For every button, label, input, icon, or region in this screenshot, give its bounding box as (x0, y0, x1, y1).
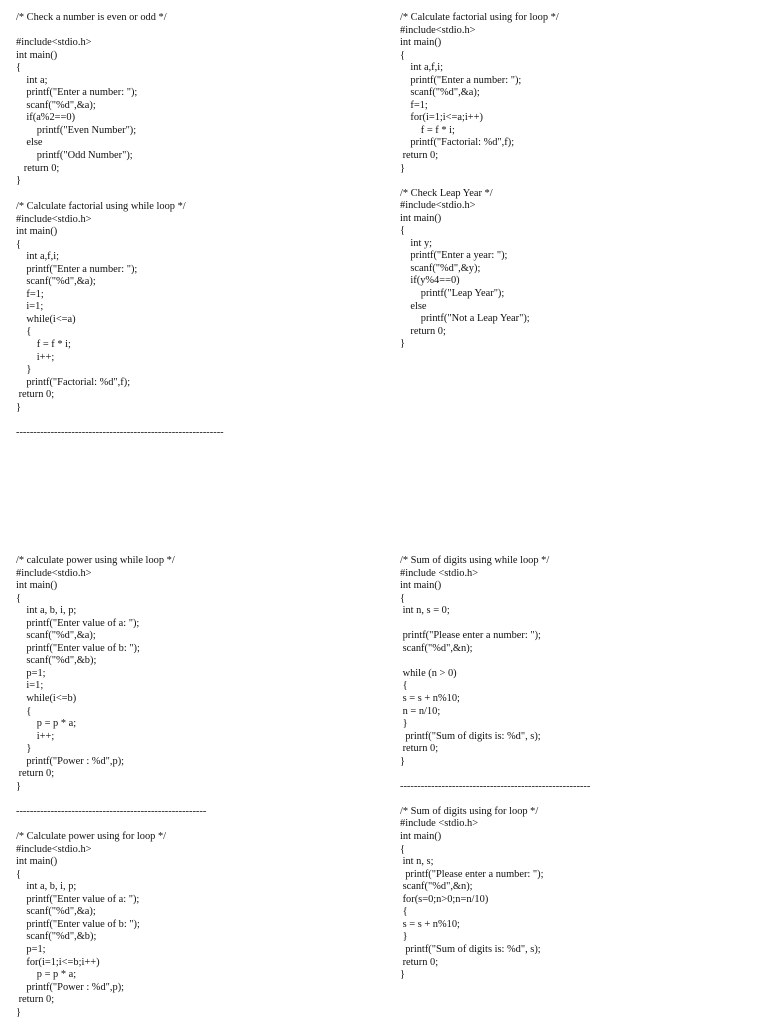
code-line: int a,f,i; (16, 251, 59, 263)
code-line: printf("Sum of digits is: %d", s); (400, 730, 541, 742)
code-line: { (400, 225, 405, 237)
code-line: int main() (400, 831, 442, 843)
code-line: int main() (400, 580, 442, 592)
code-line: int a,f,i; (400, 62, 443, 74)
code-line: for(s=0;n>0;n=n/10) (400, 893, 489, 905)
code-line: } (16, 1006, 21, 1018)
code-line: scanf("%d",&b); (16, 931, 97, 943)
code-line: while(i<=a) (16, 313, 76, 325)
code-line: } (16, 780, 21, 792)
code-line: int a; (16, 74, 48, 86)
code-line: scanf("%d",&b); (16, 655, 97, 667)
code-line: return 0; (16, 994, 55, 1006)
code-line: printf("Power : %d",p); (16, 755, 125, 767)
code-line: scanf("%d",&n); (400, 642, 473, 654)
code-block-factorial-while (16, 201, 224, 439)
code-line: f=1; (400, 99, 428, 111)
code-line: return 0; (400, 956, 439, 968)
code-line (16, 793, 206, 806)
code-line (400, 618, 590, 631)
code-line: printf("Enter a number: "); (400, 74, 522, 86)
code-line: { (400, 680, 408, 692)
code-line: /* Sum of digits using while loop */ (400, 555, 550, 566)
code-block-power (16, 555, 206, 1019)
code-line: for(i=1;i<=a;i++) (400, 112, 483, 124)
code-line: { (16, 238, 21, 250)
code-line: int main() (400, 37, 442, 49)
code-line: #include<stdio.h> (16, 213, 92, 225)
code-line: scanf("%d",&y); (400, 262, 481, 274)
code-line: printf("Leap Year"); (400, 288, 505, 300)
code-line: /* Calculate power using for loop */ (16, 831, 167, 843)
code-line: int n, s; (400, 856, 434, 868)
code-line: i=1; (16, 680, 44, 692)
code-line (16, 818, 206, 831)
code-line: #include<stdio.h> (400, 200, 476, 212)
code-line: return 0; (400, 743, 439, 755)
code-line: printf("Odd Number"); (16, 150, 133, 162)
code-block-even-odd (16, 12, 167, 188)
code-line (400, 175, 559, 188)
code-line: ------------------------------------------------------- (16, 805, 207, 817)
code-line: } (16, 401, 21, 413)
code-line: else (16, 137, 43, 149)
code-line: { (16, 62, 21, 74)
code-line: printf("Enter value of b: "); (16, 642, 140, 654)
code-line (16, 25, 167, 38)
code-line: for(i=1;i<=b;i++) (16, 956, 100, 968)
code-line: return 0; (400, 325, 446, 337)
code-line: p=1; (16, 667, 46, 679)
code-line: return 0; (16, 768, 55, 780)
code-line: } (16, 743, 32, 755)
code-line (16, 414, 224, 427)
code-line: while(i<=b) (16, 693, 77, 705)
code-line: printf("Please enter a number: "); (400, 630, 541, 642)
code-line: { (400, 592, 405, 604)
code-line: return 0; (16, 389, 55, 401)
code-line: printf("Enter value of b: "); (16, 918, 140, 930)
code-line: } (400, 338, 405, 350)
code-line: /* calculate power using while loop */ (16, 555, 175, 566)
code-line: } (400, 969, 405, 981)
code-line: printf("Enter a year: "); (400, 250, 508, 262)
code-line: f=1; (16, 288, 44, 300)
code-line: { (400, 843, 405, 855)
code-line (400, 655, 590, 668)
code-line: while (n > 0) (400, 667, 457, 679)
code-line: int n, s = 0; (400, 605, 450, 617)
code-line: } (400, 162, 405, 174)
code-block-factorial-for-and-leap-year (400, 12, 559, 351)
code-line: f = f * i; (400, 124, 455, 136)
code-line: if(y%4==0) (400, 275, 460, 287)
code-line: printf("Even Number"); (16, 124, 137, 136)
code-line: s = s + n%10; (400, 693, 460, 705)
code-line: #include <stdio.h> (400, 567, 479, 579)
code-line: return 0; (400, 150, 439, 162)
code-line: /* Calculate factorial using for loop */ (400, 12, 559, 23)
code-line: p = p * a; (16, 969, 77, 981)
code-line: printf("Enter value of a: "); (16, 893, 140, 905)
code-line: } (16, 175, 21, 187)
code-line: int main() (400, 212, 442, 224)
code-line: int main() (16, 226, 58, 238)
code-line: int main() (16, 49, 58, 61)
code-line: { (16, 705, 32, 717)
code-line: scanf("%d",&n); (400, 881, 473, 893)
code-line: s = s + n%10; (400, 918, 460, 930)
code-line: printf("Enter a number: "); (16, 87, 138, 99)
code-line: if(a%2==0) (16, 112, 76, 124)
code-line: /* Check Leap Year */ (400, 187, 493, 199)
code-line: scanf("%d",&a); (16, 906, 96, 918)
code-line: else (400, 300, 427, 312)
code-line: int main() (16, 580, 58, 592)
code-line: #include<stdio.h> (16, 567, 92, 579)
code-line: printf("Factorial: %d",f); (16, 376, 131, 388)
code-line: printf("Please enter a number: "); (400, 868, 544, 880)
code-line: { (16, 592, 21, 604)
code-line: scanf("%d",&a); (16, 630, 96, 642)
code-line: #include<stdio.h> (400, 24, 476, 36)
code-line: /* Calculate factorial using while loop */ (16, 201, 186, 212)
code-line: f = f * i; (16, 339, 71, 351)
code-line: { (400, 49, 405, 61)
code-line: printf("Power : %d",p); (16, 981, 125, 993)
code-line: } (16, 364, 32, 376)
code-line: /* Sum of digits using for loop */ (400, 805, 539, 817)
code-block-sum-of-digits (400, 555, 590, 982)
code-line: printf("Enter value of a: "); (16, 617, 140, 629)
code-line: printf("Enter a number: "); (16, 263, 138, 275)
code-line: /* Check a number is even or odd */ (16, 12, 167, 23)
code-line: i++; (16, 730, 55, 742)
code-line: #include <stdio.h> (400, 818, 479, 830)
code-line: i++; (16, 351, 55, 363)
code-line: } (400, 931, 408, 943)
code-line: #include<stdio.h> (16, 843, 92, 855)
code-line (400, 793, 590, 806)
code-line (400, 768, 590, 781)
code-line: int a, b, i, p; (16, 881, 77, 893)
code-line: p=1; (16, 943, 46, 955)
code-line: scanf("%d",&a); (16, 99, 96, 111)
code-line: printf("Not a Leap Year"); (400, 313, 530, 325)
code-line: printf("Factorial: %d",f); (400, 137, 515, 149)
code-line: { (16, 868, 21, 880)
code-line: { (16, 326, 32, 338)
code-line: } (400, 718, 408, 730)
code-line: p = p * a; (16, 718, 77, 730)
code-line: } (400, 755, 405, 767)
code-line: return 0; (16, 162, 60, 174)
code-line: i=1; (16, 301, 44, 313)
code-line: scanf("%d",&a); (400, 87, 480, 99)
code-line: int main() (16, 856, 58, 868)
code-line: int y; (400, 237, 433, 249)
code-line: { (400, 906, 408, 918)
code-line: ------------------------------------------------------- (400, 780, 591, 792)
code-line: ------------------------------------------------------------ (16, 426, 224, 438)
code-line: printf("Sum of digits is: %d", s); (400, 943, 541, 955)
code-line: int a, b, i, p; (16, 605, 77, 617)
code-line: n = n/10; (400, 705, 441, 717)
code-line: scanf("%d",&a); (16, 276, 96, 288)
code-line: #include<stdio.h> (16, 37, 92, 49)
